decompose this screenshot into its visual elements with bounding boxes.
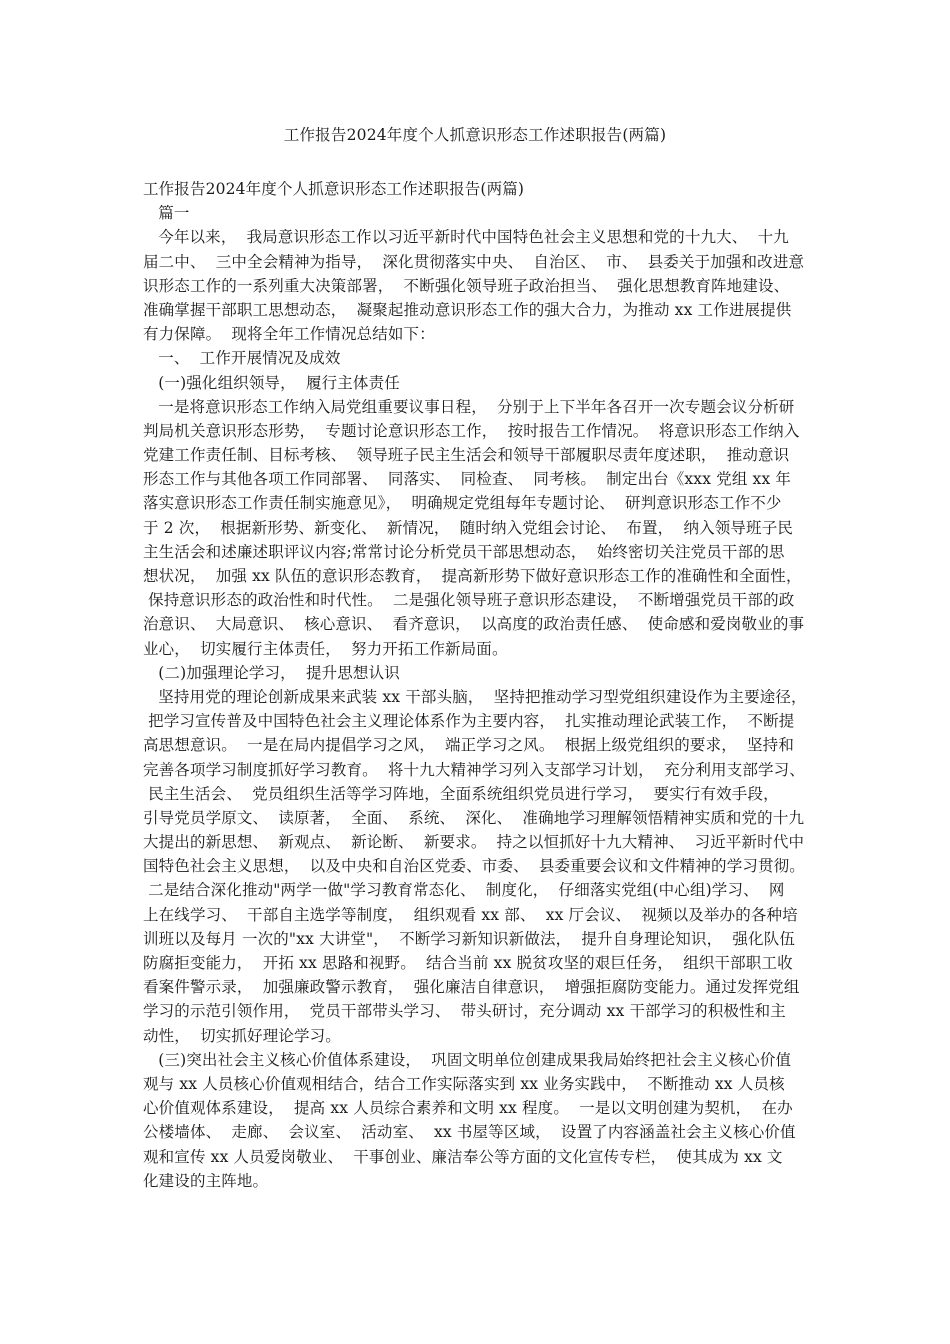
body-text-line: 大提出的新思想、 新观点、 新论断、 新要求。 持之以恒抓好十九大精神、 习近平新时代中 [143,833,805,852]
body-text-line: (三)突出社会主义核心价值体系建设， 巩固文明单位创建成果我局始终把社会主义核心价值 [143,1050,792,1069]
body-text-line: 业心， 切实履行主体责任， 努力开拓工作新局面。 [143,639,508,658]
body-text-line: 动性， 切实抓好理论学习。 [143,1026,341,1045]
body-text-line: 准确掌握干部职工思想动态， 凝聚起推动意识形态工作的强大合力，为推动 xx 工作进展提供 [143,300,792,319]
body-text-line: 落实意识形态工作责任制实施意见》， 明确规定党组每年专题讨论、 研判意识形态工作不少 [143,494,782,513]
body-text-line: 今年以来， 我局意识形态工作以习近平新时代中国特色社会主义思想和党的十九大、 十九 [143,228,789,247]
body-text-line: 篇一 [143,204,190,223]
body-text-line: 形态工作与其他各项工作同部署、 同落实、 同检查、 同考核。 制定出台《xxx 党组 xx 年 [143,470,792,489]
body-text-line: 民主生活会、 党员组织生活等学习阵地，全面系统组织党员进行学习， 要实行有效手段， [143,784,779,803]
body-text-line: (二)加强理论学习， 提升思想认识 [143,663,400,682]
body-text-line: 一、 工作开展情况及成效 [143,349,341,368]
body-text-line: 高思想意识。 一是在局内提倡学习之风， 端正学习之风。 根据上级党组织的要求， 坚持和 [143,736,794,755]
body-text-line: 工作报告2024年度个人抓意识形态工作述职报告(两篇) [143,180,525,198]
body-text-line: 届二中、 三中全会精神为指导， 深化贯彻落实中央、 自治区、 市、 县委关于加强和改进意 [143,252,805,271]
body-text-line: 坚持用党的理论创新成果来武装 xx 干部头脑， 坚持把推动学习型党组织建设作为主要途径， [143,687,807,706]
body-text-line: 治意识、 大局意识、 核心意识、 看齐意识， 以高度的政治责任感、 使命感和爱岗敬业的事 [143,615,805,634]
body-text-line: 二是结合深化推动"两学一做"学习教育常态化、 制度化， 仔细落实党组(中心组)学习、 网 [143,881,785,900]
body-text-line: 党建工作责任制、目标考核、 领导班子民主生活会和领导干部履职尽责年度述职， 推动意识 [143,446,790,465]
body-text-line: (一)强化组织领导， 履行主体责任 [143,373,400,392]
body-text-line: 想状况， 加强 xx 队伍的意识形态教育， 提高新形势下做好意识形态工作的准确性和全面性， [143,567,802,585]
body-text-line: 判局机关意识形态形势， 专题讨论意识形态工作， 按时报告工作情况。 将意识形态工作纳入 [143,421,800,440]
body-text-line: 完善各项学习制度抓好学习教育。 将十九大精神学习列入支部学习计划， 充分利用支部学习、 [143,760,805,779]
body-text-line: 一是将意识形态工作纳入局党组重要议事日程， 分别于上下半年各召开一次专题会议分析研 [143,397,795,416]
body-text-line: 观与 xx 人员核心价值观相结合，结合工作实际落实到 xx 业务实践中， 不断推动 xx 人员核 [143,1074,785,1093]
body-text-line: 引导党员学原文、 读原著， 全面、 系统、 深化、 准确地学习理解领悟精神实质和党的十九 [143,808,805,827]
body-text-line: 学习的示范引领作用， 党员干部带头学习、 带头研讨，充分调动 xx 干部学习的积极性和主 [143,1002,786,1021]
body-text-line: 把学习宣传普及中国特色社会主义理论体系作为主要内容， 扎实推动理论武装工作， 不断提 [143,712,795,731]
document-title: 工作报告2024年度个人抓意识形态工作述职报告(两篇) [283,126,667,144]
body-text-line: 化建设的主阵地。 [143,1171,269,1190]
body-text-line: 识形态工作的一系列重大决策部署， 不断强化领导班子政治担当、 强化思想教育阵地建设、 [143,276,790,295]
body-text-line: 主生活会和述廉述职评议内容;常常讨论分析党员干部思想动态， 始终密切关注党员干部的思 [143,542,785,561]
body-text-line: 保持意识形态的政治性和时代性。 二是强化领导班子意识形态建设， 不断增强党员干部的政 [143,591,795,610]
body-text-line: 有力保障。 现将全年工作情况总结如下： [143,325,435,344]
body-text-line: 公楼墙体、 走廊、 会议室、 活动室、 xx 书屋等区域， 设置了内容涵盖社会主义核心价值 [143,1123,796,1142]
body-text-line: 防腐拒变能力， 开拓 xx 思路和视野。 结合当前 xx 脱贫攻坚的艰巨任务， 组织干部职工收 [143,954,793,972]
body-text-line: 心价值观体系建设， 提高 xx 人员综合素养和文明 xx 程度。 一是以文明创建为契机， 在办 [143,1099,793,1118]
body-text-line: 上在线学习、 干部自主选学等制度， 组织观看 xx 部、 xx 厅会议、 视频以及举办的各种培 [143,905,798,924]
document-body [143,177,843,1193]
body-text-line: 训班以及每月 一次的"xx 大讲堂"， 不断学习新知识新做法， 提升自身理论知识， 强化队伍 [143,929,796,948]
body-text-line: 国特色社会主义思想， 以及中央和自治区党委、市委、 县委重要会议和文件精神的学习贯彻。 [143,857,805,876]
body-text-line: 观和宣传 xx 人员爱岗敬业、 干事创业、廉洁奉公等方面的文化宣传专栏， 使其成为 xx 文 [143,1147,783,1166]
body-text-line: 看案件警示录， 加强廉政警示教育， 强化廉洁自律意识， 增强拒腐防变能力。通过发挥党组 [143,978,800,997]
body-text-line: 于 2 次， 根据新形势、新变化、 新情况， 随时纳入党组会讨论、 布置， 纳入领导班子民 [143,518,793,537]
